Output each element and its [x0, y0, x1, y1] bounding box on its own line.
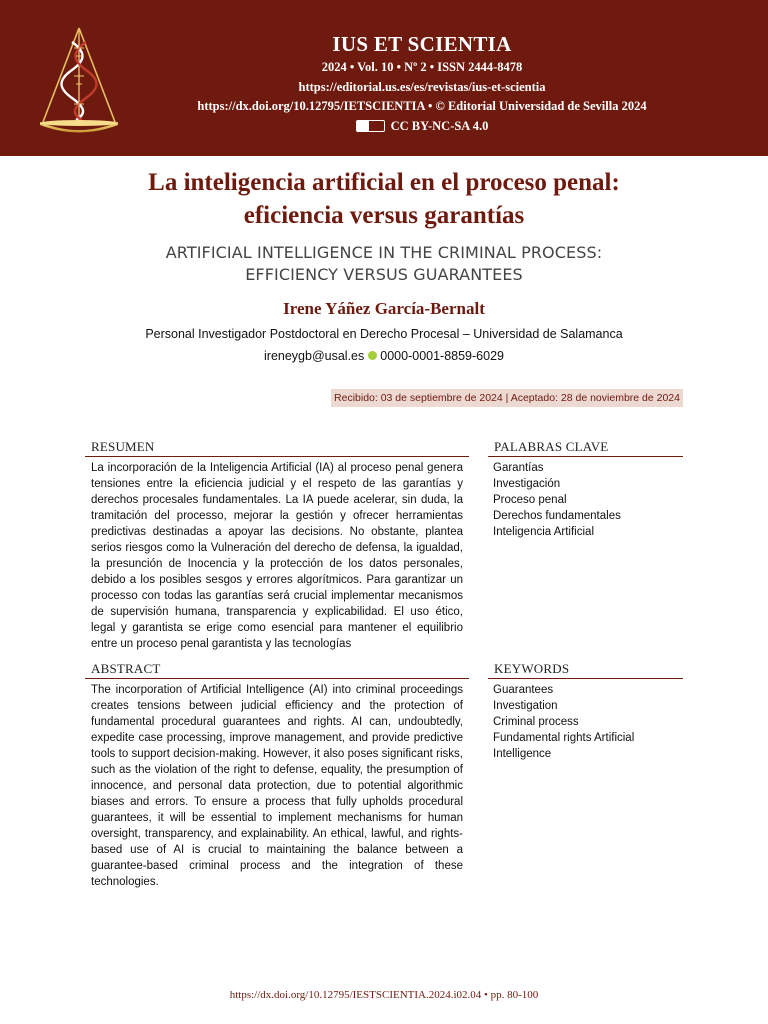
submission-dates: Recibido: 03 de septiembre de 2024 | Aceptado: 28 de noviembre de 2024	[331, 389, 683, 407]
list-item: Garantías	[493, 462, 544, 474]
author-contact	[40, 347, 728, 365]
abstract-text: The incorporation of Artificial Intelligence (AI) into criminal proceedings creates tensions between judicial efficiency and the protection of fundamental procedural guarantees and rights. AI can, undoubtedly, expedite case processing, improve management, and provide predictive tools to support decision-making. However, it also poses significant risks, such as the violation of the right to defense, equality, the presumption of innocence, and personal data protection, due to potential algorithmic biases and errors. To ensure a process that fully upholds procedural guarantees, it will be essential to implement mechanisms for human oversight, transparency, and explainability. An ethical, lawful, and rights-based use of AI is crucial to maintaining the balance between a guarantee-based criminal process and the integration of these technologies.	[91, 684, 463, 888]
resumen-heading: RESUMEN	[85, 439, 469, 457]
list-item: Investigación	[493, 478, 561, 490]
article-title-es	[40, 166, 728, 232]
issue-line: 2024 • Vol. 10 • Nº 2 • ISSN 2444-8478	[321, 60, 523, 74]
palabras-clave-list	[493, 460, 681, 540]
list-item: Investigation	[493, 700, 558, 712]
abstract-heading: ABSTRACT	[85, 661, 469, 679]
keywords-heading: KEYWORDS	[488, 661, 683, 679]
list-item: Proceso penal	[493, 494, 567, 506]
list-item: Criminal process	[493, 716, 579, 728]
author-orcid[interactable]: 0000-0001-8859-6029	[380, 349, 504, 363]
author-email[interactable]: ireneygb@usal.es	[264, 349, 365, 363]
journal-title: IUS ET SCIENTIA	[332, 32, 512, 56]
footer-doi[interactable]: https://dx.doi.org/10.12795/IESTSCIENTIA.2024.i02.04 • pp. 80-100	[229, 989, 539, 1001]
article-title-en	[40, 242, 728, 286]
palabras-clave-heading: PALABRAS CLAVE	[488, 439, 683, 457]
article-title-block	[40, 166, 728, 365]
author-name: Irene Yáñez García-Bernalt	[283, 299, 485, 318]
journal-url[interactable]: https://editorial.us.es/es/revistas/ius-et-scientia	[298, 79, 546, 94]
list-item: Inteligencia Artificial	[493, 526, 594, 538]
cc-license-icon	[356, 120, 385, 132]
doi-line[interactable]: https://dx.doi.org/10.12795/IETSCIENTIA • © Editorial Universidad de Sevilla 2024	[197, 99, 647, 113]
dna-scale-logo-icon	[38, 26, 120, 138]
license-line	[150, 117, 694, 137]
article-title-en-line1: ARTIFICIAL INTELLIGENCE IN THE CRIMINAL PROCESS:	[165, 243, 603, 262]
journal-header	[0, 0, 768, 156]
article-title-es-line2: eficiencia versus garantías	[243, 202, 525, 229]
author-affiliation: Personal Investigador Postdoctoral en Derecho Procesal – Universidad de Salamanca	[145, 327, 623, 341]
resumen-text: La incorporación de la Inteligencia Artificial (IA) al proceso penal genera tensiones entre la eficiencia judicial y el respeto de las garantías y derechos procesales fundamentales. La IA puede acelerar, sin duda, la tramitación del processo, mejorar la gestión y ofrecer herramientas predictivas destinadas a apoyar las decisions. No obstante, plantea serios riesgos como la Vulneración del derecho de defensa, la igualdad, la presunción de Inocencia y la protección de los datos personales, debido a los posibles sesgos y errores algorítmicos. Para garantizar un processo con todas las garantías será crucial implementar mecanismos de supervisión humana, transparencia y explicabilidad. El uso ético, legal y garantista se erige como esencial para mantener el equilibrio entre un proceso penal garantista y las tecnologías	[91, 462, 463, 650]
article-title-es-line1: La inteligencia artificial en el proceso penal:	[148, 169, 620, 196]
list-item: Fundamental rights Artificial Intelligence	[493, 732, 635, 760]
license-text: CC BY-NC-SA 4.0	[390, 118, 489, 133]
keywords-list	[493, 682, 658, 762]
journal-info	[150, 30, 694, 136]
list-item: Derechos fundamentales	[493, 510, 621, 522]
article-title-en-line2: EFFICIENCY VERSUS GUARANTEES	[245, 265, 523, 284]
orcid-icon	[368, 351, 377, 360]
list-item: Guarantees	[493, 684, 554, 696]
